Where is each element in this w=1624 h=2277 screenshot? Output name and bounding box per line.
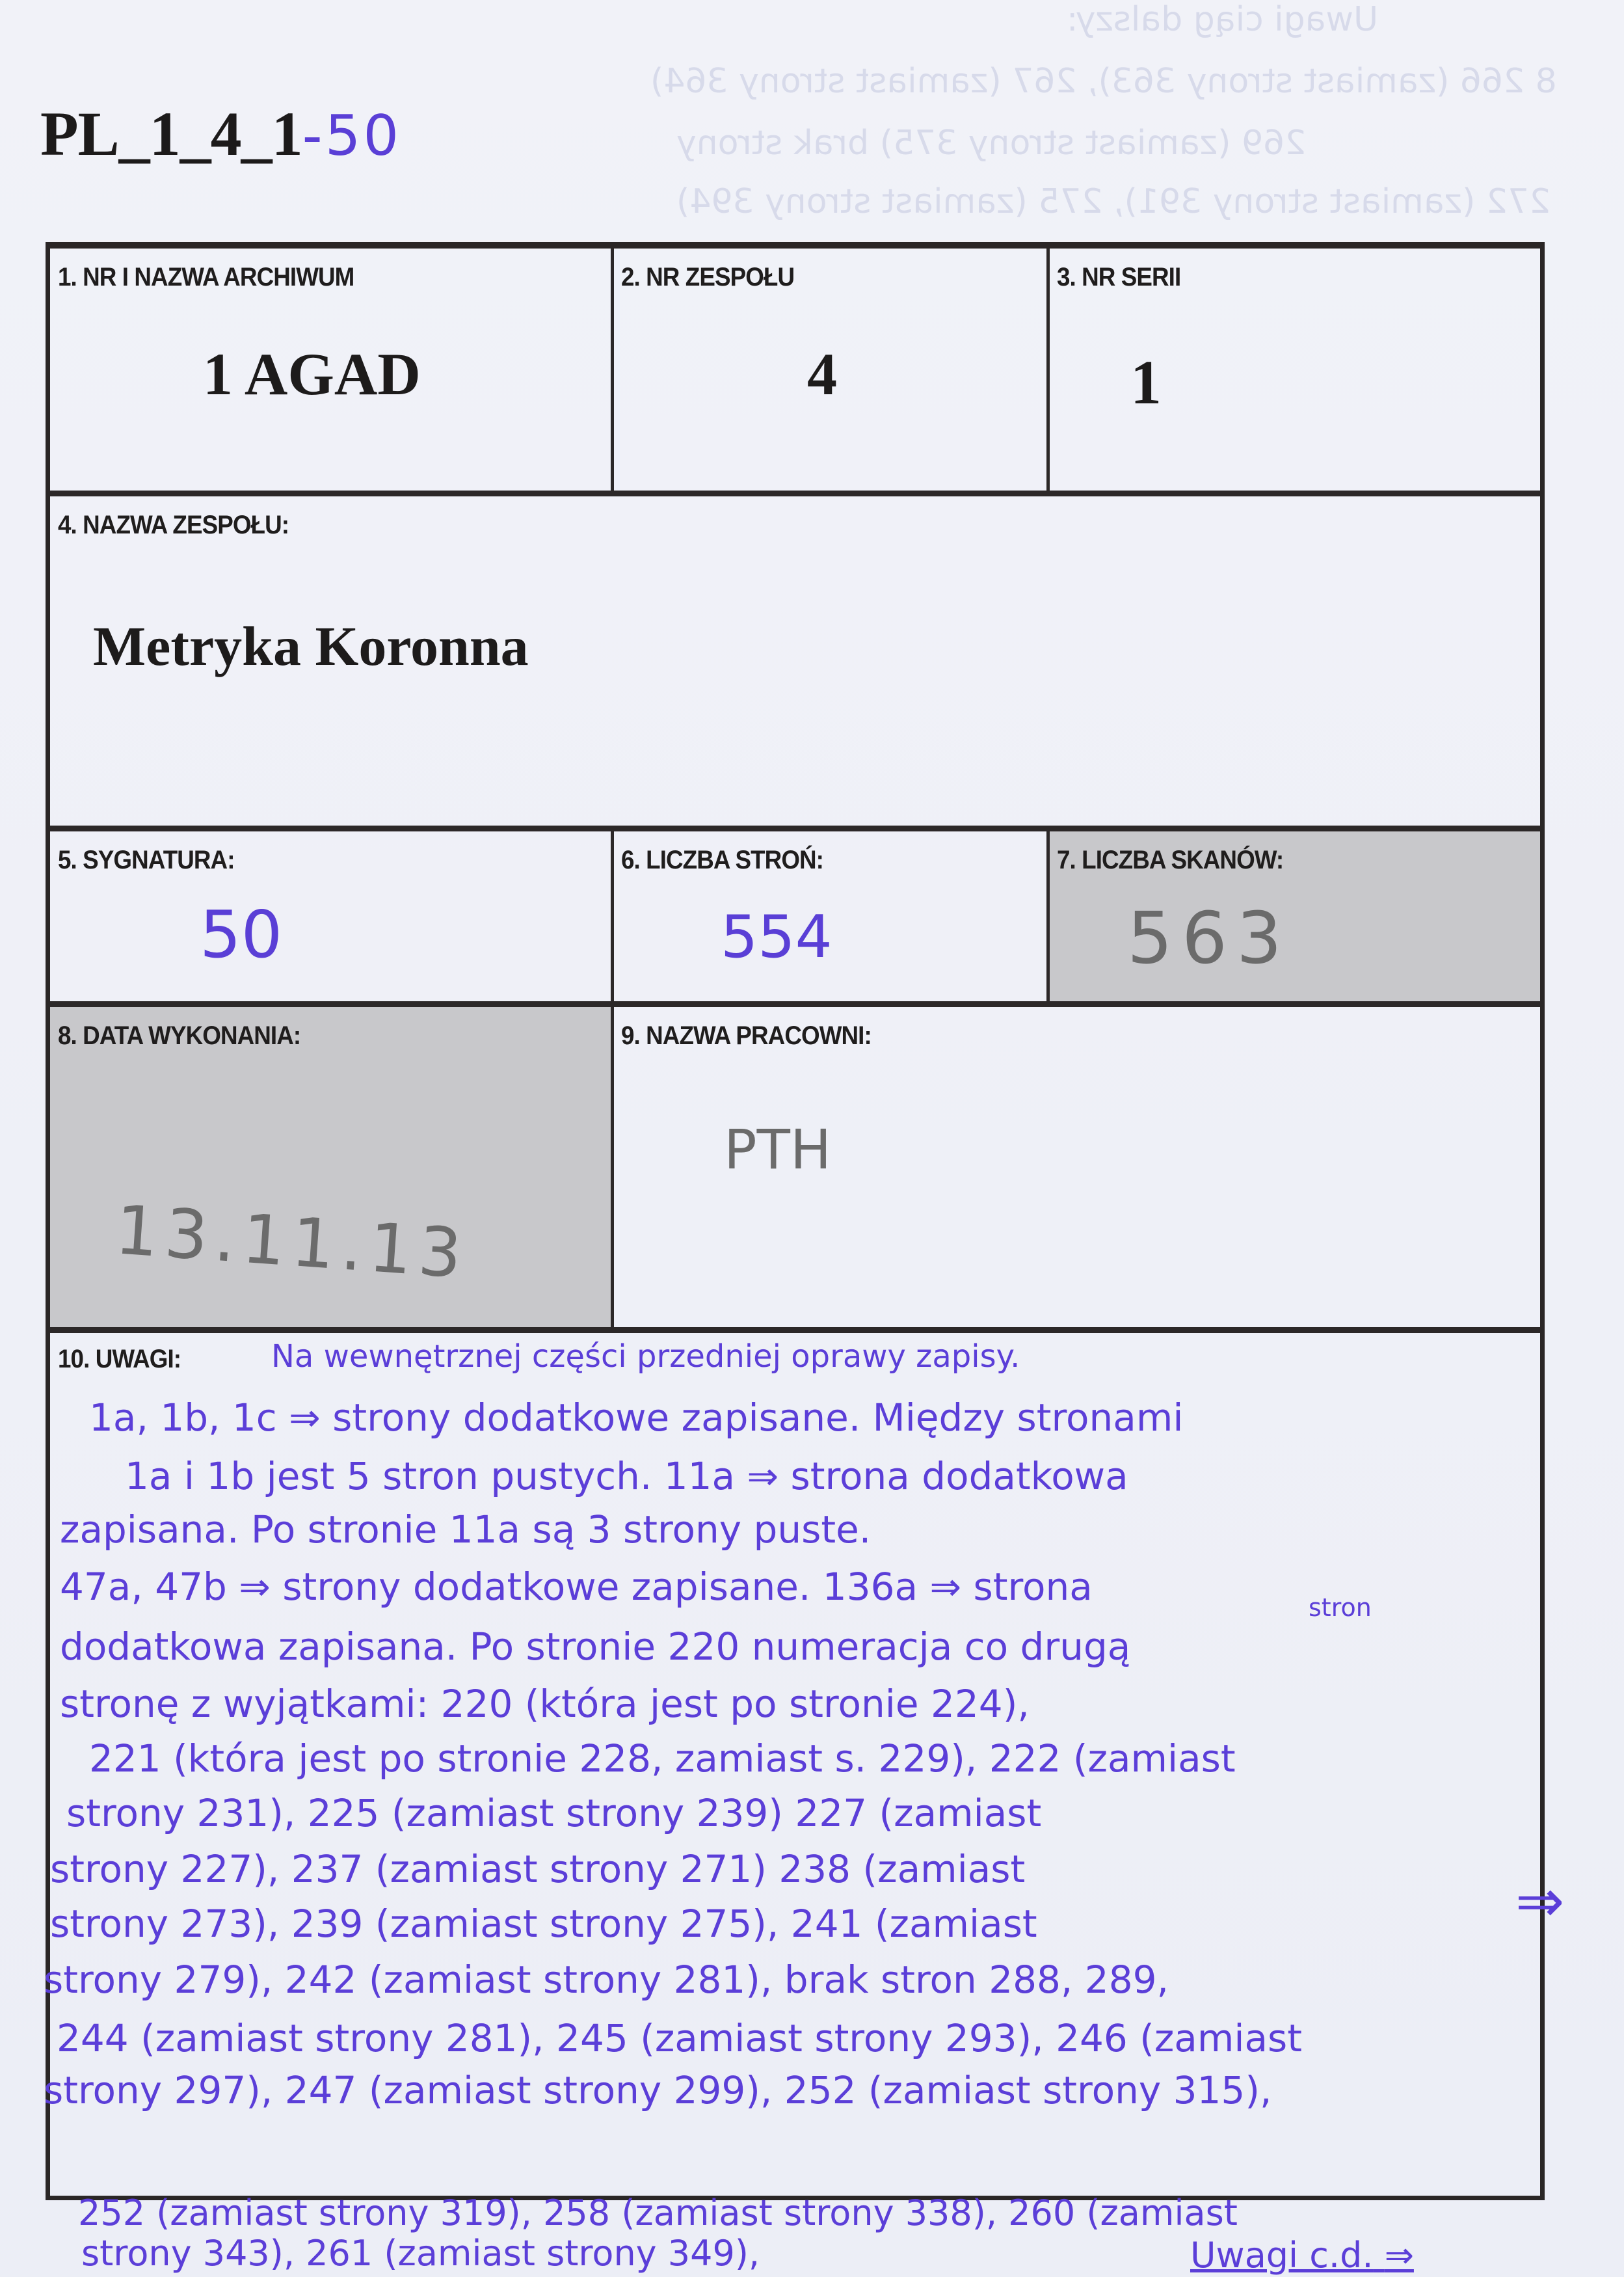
document-code-printed: PL_1_4_1 bbox=[40, 99, 302, 168]
remark-line: strony 279), 242 (zamiast strony 281), brak stron 288, 289, bbox=[44, 1958, 1169, 2002]
remark-line: Na wewnętrznej części przedniej oprawy zapisy. bbox=[271, 1338, 1020, 1375]
field-value: 4 bbox=[807, 341, 837, 407]
divider bbox=[611, 249, 614, 493]
field-value: 1 AGAD bbox=[203, 341, 421, 407]
bleed-through-line: Uwagi ciąg dalszy: bbox=[1067, 0, 1379, 39]
field-label: 5. SYGNATURA: bbox=[58, 846, 235, 874]
field-label: 10. UWAGI: bbox=[58, 1345, 181, 1373]
field-value: 563 bbox=[1127, 896, 1291, 980]
field-label: 8. DATA WYKONANIA: bbox=[58, 1021, 301, 1050]
remark-line: strony 297), 247 (zamiast strony 299), 252 (zamiast strony 315), bbox=[44, 2068, 1272, 2112]
remark-line: stronę z wyjątkami: 220 (która jest po stronie 224), bbox=[60, 1682, 1030, 1726]
remark-line: 47a, 47b ⇒ strony dodatkowe zapisane. 136a ⇒ strona bbox=[60, 1565, 1093, 1609]
remark-line: zapisana. Po stronie 11a są 3 strony puste. bbox=[60, 1507, 872, 1552]
field-value: 554 bbox=[721, 903, 832, 971]
divider bbox=[611, 1007, 614, 1330]
remark-line: 1a i 1b jest 5 stron pustych. 11a ⇒ strona dodatkowa bbox=[125, 1454, 1128, 1498]
field-label: 2. NR ZESPOŁU bbox=[621, 263, 795, 291]
field-value: 50 bbox=[200, 896, 283, 973]
field-fonds-name bbox=[50, 496, 1540, 828]
divider bbox=[50, 491, 1540, 496]
field-workshop bbox=[613, 1007, 1540, 1330]
bleed-through-line: 269 (zamiast strony 375) brak strony bbox=[676, 124, 1307, 163]
divider bbox=[50, 826, 1540, 831]
field-label: 4. NAZWA ZESPOŁU: bbox=[58, 511, 289, 539]
field-label: 9. NAZWA PRACOWNI: bbox=[621, 1021, 872, 1050]
remark-insertion: stron bbox=[1309, 1593, 1372, 1622]
field-value: 13.11.13 bbox=[113, 1190, 471, 1294]
field-signature bbox=[50, 831, 611, 1004]
document-code bbox=[40, 98, 401, 170]
field-scan-count bbox=[1049, 831, 1540, 1004]
field-label: 3. NR SERII bbox=[1057, 263, 1181, 291]
bleed-through-line: 272 (zamiast strony 391), 275 (zamiast strony 394) bbox=[676, 182, 1551, 221]
field-value: 1 bbox=[1130, 347, 1162, 417]
remark-line: 244 (zamiast strony 281), 245 (zamiast strony 293), 246 (zamiast bbox=[57, 2016, 1302, 2060]
divider bbox=[1046, 249, 1050, 493]
remark-overflow-line: 252 (zamiast strony 319), 258 (zamiast strony 338), 260 (zamiast bbox=[78, 2192, 1238, 2233]
field-date bbox=[50, 1007, 611, 1330]
remark-line: dodatkowa zapisana. Po stronie 220 numeracja co drugą bbox=[60, 1624, 1131, 1669]
field-page-count bbox=[613, 831, 1046, 1004]
divider bbox=[1046, 831, 1050, 1004]
remark-line: strony 231), 225 (zamiast strony 239) 227 (zamiast bbox=[66, 1791, 1042, 1835]
field-value: PTH bbox=[724, 1118, 832, 1181]
field-series-number bbox=[1049, 249, 1540, 493]
document-code-handwritten: -50 bbox=[302, 103, 402, 168]
remark-line: 1a, 1b, 1c ⇒ strony dodatkowe zapisane. Między stronami bbox=[89, 1395, 1184, 1440]
remark-line: strony 273), 239 (zamiast strony 275), 241 (zamiast bbox=[50, 1902, 1037, 1946]
field-fonds-number bbox=[613, 249, 1046, 493]
continued-arrow-icon: ⇒ bbox=[1384, 2235, 1414, 2276]
continuation-arrow-icon: ⇒ bbox=[1515, 1867, 1565, 1935]
continued-text: Uwagi c.d. bbox=[1190, 2235, 1374, 2276]
field-remarks bbox=[44, 1333, 1540, 2198]
divider bbox=[50, 1001, 1540, 1007]
remarks-continued-label bbox=[1190, 2235, 1414, 2276]
field-archive bbox=[50, 249, 611, 493]
divider bbox=[50, 1327, 1540, 1333]
metadata-form bbox=[46, 242, 1545, 2200]
field-label: 1. NR I NAZWA ARCHIWUM bbox=[58, 263, 354, 291]
remark-overflow-line: strony 343), 261 (zamiast strony 349), bbox=[81, 2233, 760, 2274]
field-value: Metryka Koronna bbox=[93, 615, 529, 677]
remark-line: 221 (która jest po stronie 228, zamiast s. 229), 222 (zamiast bbox=[89, 1736, 1236, 1781]
field-label: 7. LICZBA SKANÓW: bbox=[1057, 846, 1284, 874]
bleed-through-line: 8 266 (zamiast strony 363), 267 (zamiast strony 364) bbox=[650, 62, 1557, 101]
divider bbox=[611, 831, 614, 1004]
field-label: 6. LICZBA STROŃ: bbox=[621, 846, 824, 874]
remark-line: strony 227), 237 (zamiast strony 271) 238 (zamiast bbox=[50, 1847, 1026, 1891]
